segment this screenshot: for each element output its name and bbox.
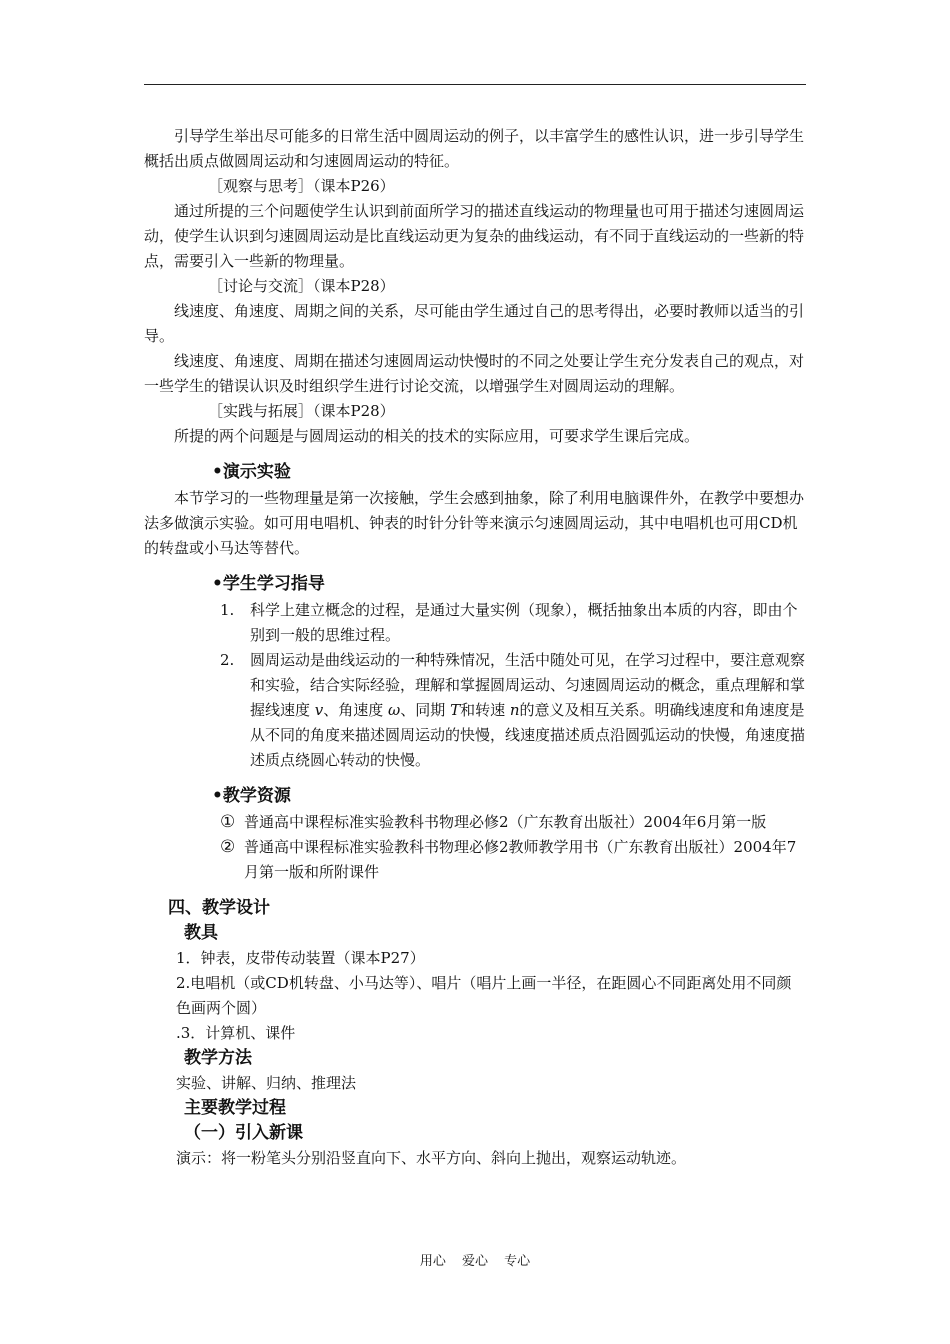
bullet-icon: • bbox=[212, 462, 223, 482]
text-segment: 、同期 bbox=[400, 701, 451, 719]
tool-item bbox=[144, 971, 806, 1021]
heading-teaching-design: 四、教学设计 bbox=[168, 898, 270, 918]
heading-guide bbox=[212, 571, 806, 598]
paragraph-intro: 引导学生举出尽可能多的日常生活中圆周运动的例子，以丰富学生的感性认识，进一步引导学生概括出质点做圆周运动和匀速圆周运动的特征。 bbox=[144, 127, 805, 170]
document-body bbox=[144, 124, 806, 1171]
text-segment: 圆周运动是曲线运动的一种特殊情况，生活中随处可见，在学习过程中，要注意观察和实验，结合实际经验，理解和掌握圆周运动、匀速圆周运动的概念，重点理解和掌握线速度 bbox=[250, 651, 806, 719]
heading-resources-text: 教学资源 bbox=[222, 786, 291, 806]
list-item-number: 2. bbox=[220, 651, 235, 669]
section-practice: ［实践与拓展］（课本P28） bbox=[208, 402, 395, 420]
heading-teaching-tools: 教具 bbox=[184, 923, 218, 943]
bullet-icon: • bbox=[212, 786, 223, 806]
heading-demo bbox=[212, 459, 806, 486]
section-discuss: ［讨论与交流］（课本P28） bbox=[208, 277, 395, 295]
section-observe-think: ［观察与思考］（课本P26） bbox=[208, 177, 395, 195]
tool-item: 1．钟表，皮带传动装置（课本P27） bbox=[176, 949, 425, 967]
list-item bbox=[220, 598, 806, 648]
text-segment: 的意义及相互关系。明确线速度和角速度是从不同的角度来描述圆周运动的快慢，线速度描述质点沿圆弧运动的快慢，角速度描述质点绕圆心转动的快慢。 bbox=[250, 701, 806, 769]
page-footer: 用心 爱心 专心 bbox=[419, 1254, 531, 1269]
list-item-number: ① bbox=[220, 812, 236, 832]
list-item-number: 1. bbox=[220, 601, 235, 619]
symbol-t: T bbox=[450, 701, 461, 719]
tool-item: .3．计算机、课件 bbox=[176, 1024, 296, 1042]
resource-list bbox=[220, 810, 806, 885]
list-item bbox=[220, 835, 806, 885]
list-item-text: 普通高中课程标准实验教科书物理必修2（广东教育出版社）2004年6月第一版 bbox=[244, 813, 767, 831]
teaching-method-text: 实验、讲解、归纳、推理法 bbox=[176, 1074, 357, 1092]
paragraph-discuss-1: 线速度、角速度、周期之间的关系，尽可能由学生通过自己的思考得出，必要时教师以适当的引导。 bbox=[144, 302, 805, 345]
paragraph-demo-action: 演示：将一粉笔头分别沿竖直向下、水平方向、斜向上抛出，观察运动轨迹。 bbox=[176, 1149, 687, 1167]
heading-guide-text: 学生学习指导 bbox=[222, 574, 325, 594]
bullet-icon: • bbox=[212, 574, 223, 594]
tool-item-text: 2.电唱机（或CD机转盘、小马达等）、唱片（唱片上画一半径，在距圆心不同距离处用不同颜色画两个圆） bbox=[176, 974, 792, 1017]
symbol-v: v bbox=[314, 701, 324, 719]
paragraph-discuss-2: 线速度、角速度、周期在描述匀速圆周运动快慢时的不同之处要让学生充分发表自己的观点，对一些学生的错误认识及时组织学生进行讨论交流，以增强学生对圆周运动的理解。 bbox=[144, 352, 805, 395]
heading-teaching-method: 教学方法 bbox=[184, 1048, 252, 1068]
symbol-n: n bbox=[509, 701, 520, 719]
paragraph-observe: 通过所提的三个问题使学生认识到前面所学习的描述直线运动的物理量也可用于描述匀速圆周运动，使学生认识到匀速圆周运动是比直线运动更为复杂的曲线运动，有不同于直线运动的一些新的特点，需要引入一些新的物理量。 bbox=[144, 202, 805, 270]
paragraph-demo: 本节学习的一些物理量是第一次接触，学生会感到抽象，除了利用电脑课件外，在教学中要想办法多做演示实验。如可用电唱机、钟表的时针分针等来演示匀速圆周运动，其中电唱机也可用CD机的转盘或小马达等替代。 bbox=[144, 489, 805, 557]
heading-resources bbox=[212, 783, 806, 810]
list-item bbox=[220, 810, 806, 835]
list-item bbox=[220, 648, 806, 773]
text-segment: 和转速 bbox=[460, 701, 510, 719]
list-item-number: ② bbox=[220, 837, 236, 857]
paragraph-practice: 所提的两个问题是与圆周运动的相关的技术的实际应用，可要求学生课后完成。 bbox=[174, 427, 700, 445]
heading-demo-text: 演示实验 bbox=[222, 462, 291, 482]
symbol-omega: ω bbox=[388, 701, 401, 719]
heading-introduction: （一）引入新课 bbox=[184, 1123, 303, 1143]
heading-main-process: 主要教学过程 bbox=[184, 1098, 286, 1118]
header-rule bbox=[144, 84, 806, 85]
list-item-text bbox=[250, 648, 806, 773]
list-item-text: 科学上建立概念的过程，是通过大量实例（现象），概括抽象出本质的内容，即由个别到一般的思维过程。 bbox=[250, 601, 798, 644]
text-segment: 、角速度 bbox=[323, 701, 389, 719]
list-item-text: 普通高中课程标准实验教科书物理必修2教师教学用书（广东教育出版社）2004年7月第一版和所附课件 bbox=[244, 838, 797, 881]
guide-list bbox=[220, 598, 806, 773]
